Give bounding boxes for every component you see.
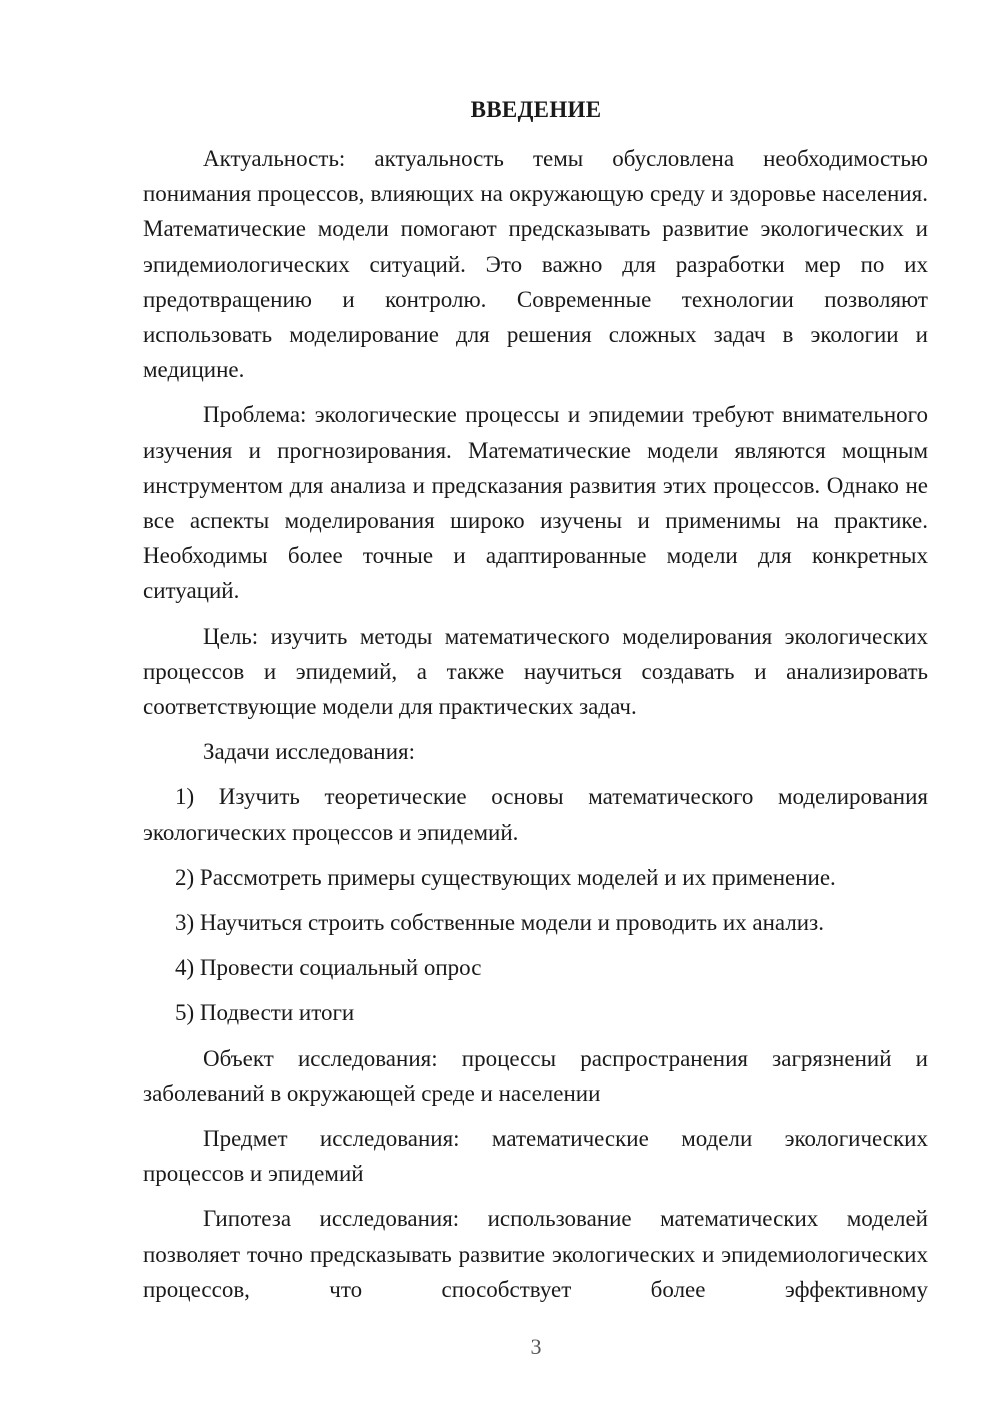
paragraph-subject: Предмет исследования: математические модели экологических процессов и эпидемий xyxy=(143,1126,928,1187)
task-item-5: 5) Подвести итоги xyxy=(175,1000,355,1026)
tasks-heading: Задачи исследования: xyxy=(203,739,416,765)
page-number: 3 xyxy=(530,1334,542,1359)
task-item-1: 1) Изучить теоретические основы математического моделирования экологических процессов и эпидемий. xyxy=(143,784,928,845)
paragraph-object: Объект исследования: процессы распространения загрязнений и заболеваний в окружающей среде и населении xyxy=(143,1045,928,1106)
paragraph-relevance: Актуальность: актуальность темы обусловлена необходимостью понимания процессов, влияющих на окружающую среду и здоровье населения. Математические модели помогают предсказывать развитие экологических и эпидемиологических ситуаций. Это важно для разработки мер по их предотвращению и контролю. Современные технологии позволяют использовать моделирование для решения сложных задач в экологии и медицине. xyxy=(143,146,928,383)
task-item-2: 2) Рассмотреть примеры существующих моделей и их применение. xyxy=(175,864,836,890)
paragraph-goal: Цель: изучить методы математического моделирования экологических процессов и эпидемий, а также научиться создавать и анализировать соответствующие модели для практических задач. xyxy=(143,623,928,720)
task-item-4: 4) Провести социальный опрос xyxy=(175,955,482,981)
paragraph-problem: Проблема: экологические процессы и эпидемии требуют внимательного изучения и прогнозирования. Математические модели являются мощным инструментом для анализа и предсказания развития этих процессов. Однако не все аспекты моделирования широко изучены и применимы на практике. Необходимы более точные и адаптированные модели для конкретных ситуаций. xyxy=(143,402,928,604)
body-text xyxy=(143,141,928,1317)
task-item-3: 3) Научиться строить собственные модели и проводить их анализ. xyxy=(175,910,824,936)
section-title: ВВЕДЕНИЕ xyxy=(470,97,602,122)
paragraph-hypothesis: Гипотеза исследования: использование математических моделей позволяет точно предсказывать развитие экологических и эпидемиологических процессов, что способствует более эффективному xyxy=(143,1206,928,1302)
